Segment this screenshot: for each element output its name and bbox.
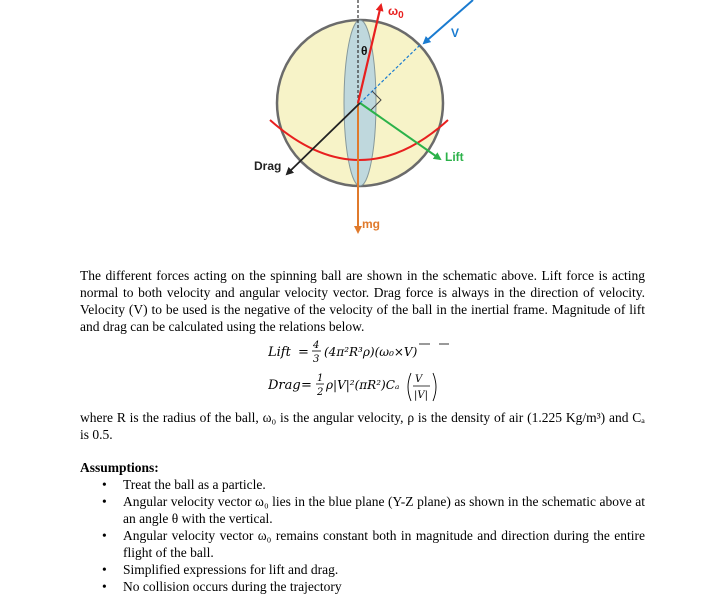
svg-text:(4π²R³ρ)(ω₀×V): (4π²R³ρ)(ω₀×V) — [324, 345, 418, 359]
drag-label: Drag — [254, 159, 282, 173]
lift-label: Lift — [445, 150, 464, 164]
assumption-item: • Angular velocity vector ω₀ lies in the blue plane (Y-Z plane) as shown in the schematic above at an angle θ with the vertical. — [102, 494, 645, 526]
svg-text:V: V — [415, 374, 423, 385]
svg-text:2: 2 — [317, 387, 324, 398]
omega-label: $\omega_0$ — [388, 4, 404, 21]
bullet-icon: • — [102, 562, 107, 577]
svg-text:Drag: Drag — [268, 378, 301, 393]
svg-text:3: 3 — [313, 354, 320, 365]
weight-label: mg — [362, 217, 380, 231]
drag-equation-svg — [268, 367, 468, 407]
velocity-arrow — [424, 0, 473, 43]
theta-label: θ — [361, 44, 368, 58]
svg-text:Lift: Lift — [268, 345, 291, 360]
bullet-icon: • — [102, 477, 107, 492]
svg-text:=: = — [301, 378, 312, 393]
assumption-item: • Treat the ball as a particle. — [102, 477, 266, 492]
assumption-item: • Angular velocity vector ω₀ remains constant both in magnitude and direction during the entire flight of the ball. — [102, 528, 645, 560]
lift-equation-svg — [268, 337, 468, 369]
intro-paragraph: The different forces acting on the spinning ball are shown in the schematic above. Lift force is acting normal to both velocity and angular velocity vector. Drag force is always in the direction of velocity. Velocity (V) to be used is the negative of the velocity of the ball in the inertial frame. Magnitude of lift and drag can be calculated using the relations below. — [80, 268, 645, 334]
bullet-icon: • — [102, 528, 107, 543]
schematic-figure — [0, 0, 706, 260]
svg-text:ρ|V|²(πR²)Cₐ: ρ|V|²(πR²)Cₐ — [326, 378, 400, 392]
assumptions-heading: Assumptions: — [80, 460, 159, 475]
velocity-label: V — [451, 26, 460, 40]
svg-text:|V|: |V| — [414, 390, 428, 401]
where-paragraph: where R is the radius of the ball, ω₀ is the angular velocity, ρ is the density of air (1.225 Kg/m³) and Cₐ is 0.5. — [80, 410, 645, 442]
bullet-icon: • — [102, 579, 107, 594]
assumptions-list — [80, 476, 645, 595]
bullet-icon: • — [102, 494, 107, 509]
svg-text:1: 1 — [317, 373, 324, 384]
assumption-item: • Simplified expressions for lift and drag. — [102, 562, 339, 577]
svg-text:=: = — [298, 345, 309, 360]
svg-text:4: 4 — [313, 340, 320, 351]
assumption-item: • No collision occurs during the trajectory — [102, 579, 342, 594]
drag-equation — [268, 367, 468, 411]
